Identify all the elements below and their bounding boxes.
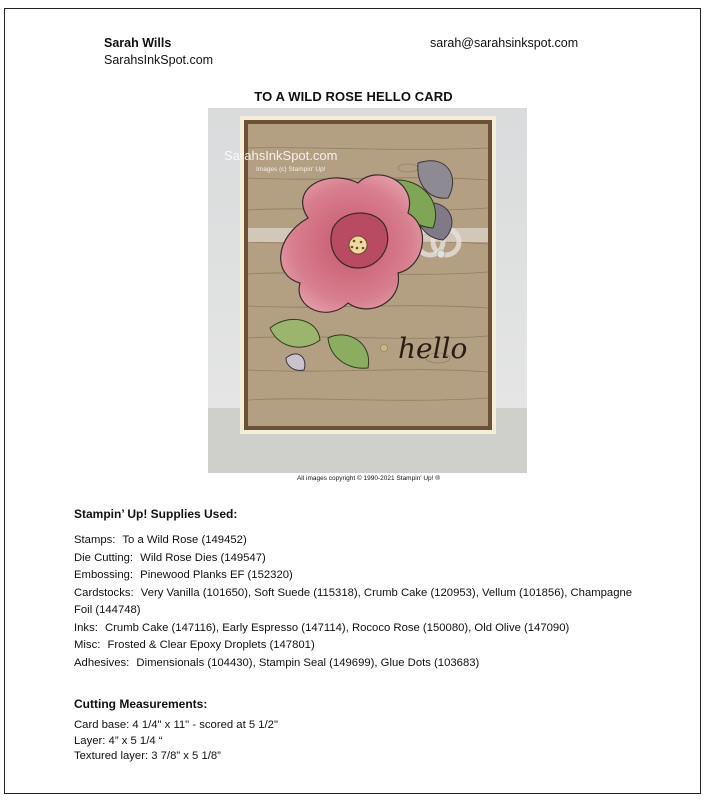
card-photo — [208, 108, 527, 473]
supply-value: Dimensionals (104430), Stampin Seal (149699), Glue Dots (103683) — [136, 656, 480, 669]
supply-misc — [74, 637, 649, 655]
cutting-list — [74, 718, 278, 765]
supply-inks — [74, 620, 649, 638]
supply-label: Embossing: — [74, 569, 134, 581]
supply-value: To a Wild Rose (149452) — [122, 534, 247, 546]
document-title: TO A WILD ROSE HELLO CARD — [254, 89, 453, 104]
hello-sentiment: hello — [398, 332, 468, 365]
supply-value: Crumb Cake (147116), Early Espresso (147114), Rococo Rose (150080), Old Olive (147090) — [105, 621, 570, 634]
photo-caption: All images copyright © 1990-2021 Stampin' Up! ® — [296, 475, 441, 482]
supply-value: Pinewood Planks EF (152320) — [140, 569, 293, 581]
supply-value: Very Vanilla (101650), Soft Suede (115318), Crumb Cake (120953), Vellum (101856), Champagne Foil (144748) — [74, 586, 633, 616]
supply-label: Inks: — [74, 621, 98, 634]
supply-adhesives — [74, 655, 649, 673]
supply-label: Die Cutting: — [74, 551, 134, 564]
author-website: SarahsInkSpot.com — [104, 53, 214, 67]
supply-embossing — [74, 567, 649, 585]
supplies-heading: Stampin’ Up! Supplies Used: — [74, 507, 238, 521]
cut-layer: Layer: 4” x 5 1/4 “ — [74, 734, 163, 747]
supply-label: Adhesives: — [74, 656, 130, 669]
supply-die-cutting — [74, 550, 649, 568]
supply-cardstocks — [74, 585, 649, 620]
supplies-list — [74, 532, 649, 672]
supply-label: Stamps: — [74, 534, 116, 546]
cut-textured-layer: Textured layer: 3 7/8” x 5 1/8” — [74, 750, 221, 762]
author-email: sarah@sarahsinkspot.com — [430, 36, 579, 50]
cut-card-base: Card base: 4 1/4" x 11" - scored at 5 1/2" — [74, 719, 278, 731]
cutting-heading: Cutting Measurements: — [74, 697, 208, 711]
supply-label: Misc: — [74, 639, 101, 651]
author-name: Sarah Wills — [104, 36, 172, 50]
watermark-subtitle: Images (c) Stampin' Up! — [256, 166, 326, 173]
supply-stamps — [74, 532, 649, 550]
supply-label: Cardstocks: — [74, 586, 134, 599]
watermark-title: SarahsInkSpot.com — [224, 148, 338, 163]
supply-value: Wild Rose Dies (149547) — [140, 551, 266, 564]
supply-value: Frosted & Clear Epoxy Droplets (147801) — [107, 639, 315, 651]
